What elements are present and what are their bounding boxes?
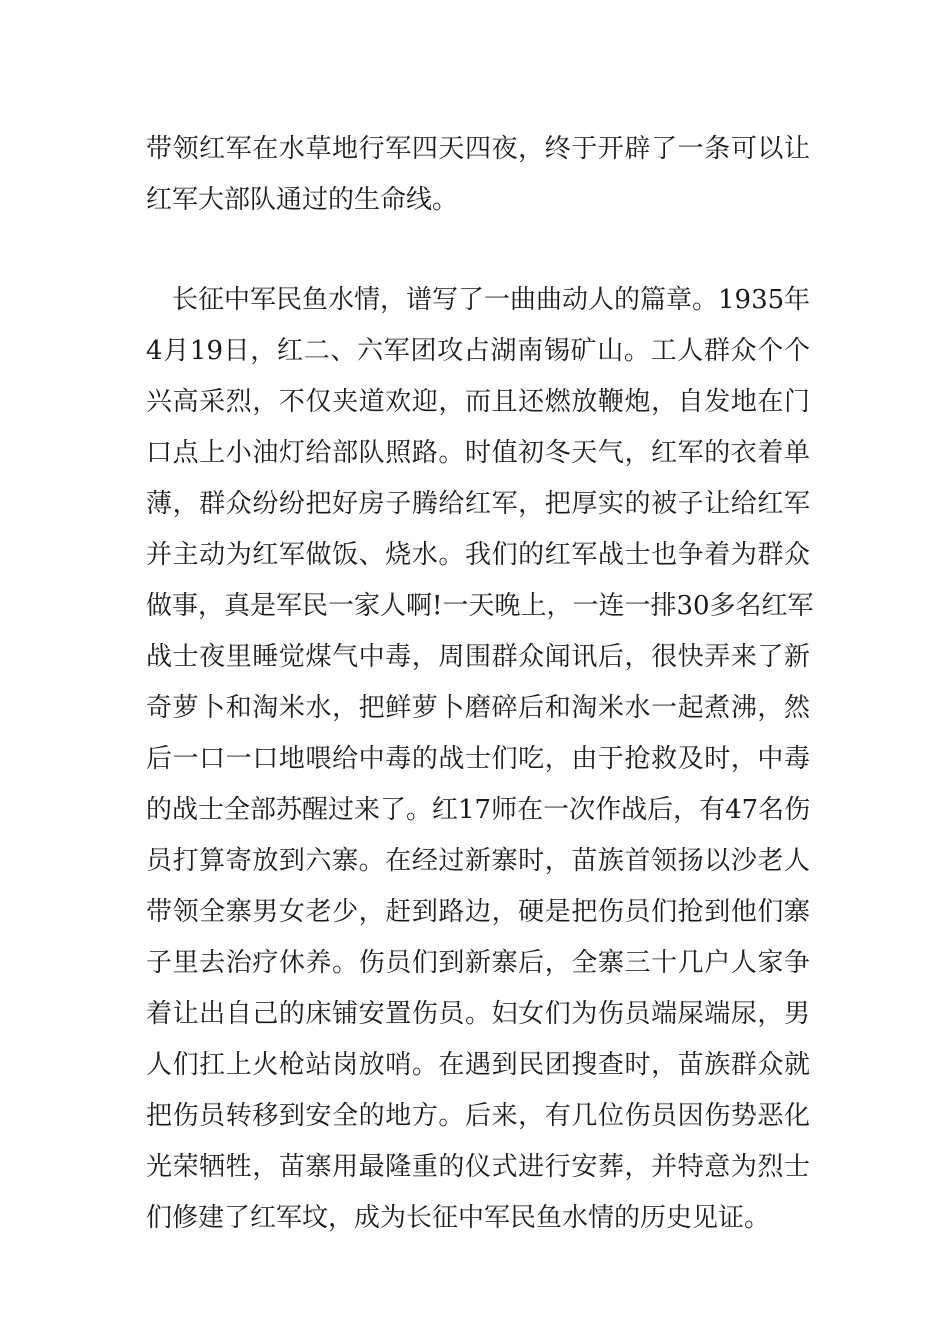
- text-line: 子里去治疗休养。伤员们到新寨后，全寨三十几户人家争: [146, 948, 810, 978]
- text-line: 员打算寄放到六寨。在经过新寨时，苗族首领扬以沙老人: [146, 846, 810, 876]
- text-line: 的战士全部苏醒过来了。红17师在一次作战后，有47名伤: [146, 795, 811, 825]
- text-line: 奇萝卜和淘米水，把鲜萝卜磨碎后和淘米水一起煮沸，然: [146, 693, 810, 723]
- text-line: 做事，真是军民一家人啊!一天晚上，一连一排30多名红军: [146, 591, 814, 621]
- text-line: 人们扛上火枪站岗放哨。在遇到民团搜查时，苗族群众就: [146, 1050, 810, 1080]
- text-line: 薄，群众纷纷把好房子腾给红军，把厚实的被子让给红军: [146, 489, 810, 519]
- text-line: 们修建了红军坟，成为长征中军民鱼水情的历史见证。: [146, 1203, 771, 1233]
- text-line: 战士夜里睡觉煤气中毒，周围群众闻讯后，很快弄来了新: [146, 642, 810, 672]
- text-line: 把伤员转移到安全的地方。后来，有几位伤员因伤势恶化: [146, 1101, 810, 1131]
- text-line: 光荣牺牲，苗寨用最隆重的仪式进行安葬，并特意为烈士: [146, 1152, 810, 1182]
- text-line: 带领红军在水草地行军四天四夜，终于开辟了一条可以让: [146, 134, 810, 164]
- text-line: 后一口一口地喂给中毒的战士们吃，由于抢救及时，中毒: [146, 744, 810, 774]
- text-line: 红军大部队通过的生命线。: [146, 185, 459, 215]
- text-line: 着让出自己的床铺安置伤员。妇女们为伤员端屎端尿，男: [146, 999, 810, 1029]
- text-line: 口点上小油灯给部队照路。时值初冬天气，红军的衣着单: [146, 438, 810, 468]
- text-line: 并主动为红军做饭、烧水。我们的红军战士也争着为群众: [146, 540, 810, 570]
- text-line: 兴高采烈，不仅夹道欢迎，而且还燃放鞭炮，自发地在门: [146, 387, 810, 417]
- paragraph: [146, 124, 810, 226]
- text-line: 4月19日，红二、六军团攻占湖南锡矿山。工人群众个个: [146, 336, 810, 366]
- paragraph: [146, 275, 814, 1244]
- text-line: 长征中军民鱼水情，谱写了一曲曲动人的篇章。1935年: [146, 285, 811, 315]
- text-line: 带领全寨男女老少，赶到路边，硬是把伤员们抢到他们寨: [146, 897, 810, 927]
